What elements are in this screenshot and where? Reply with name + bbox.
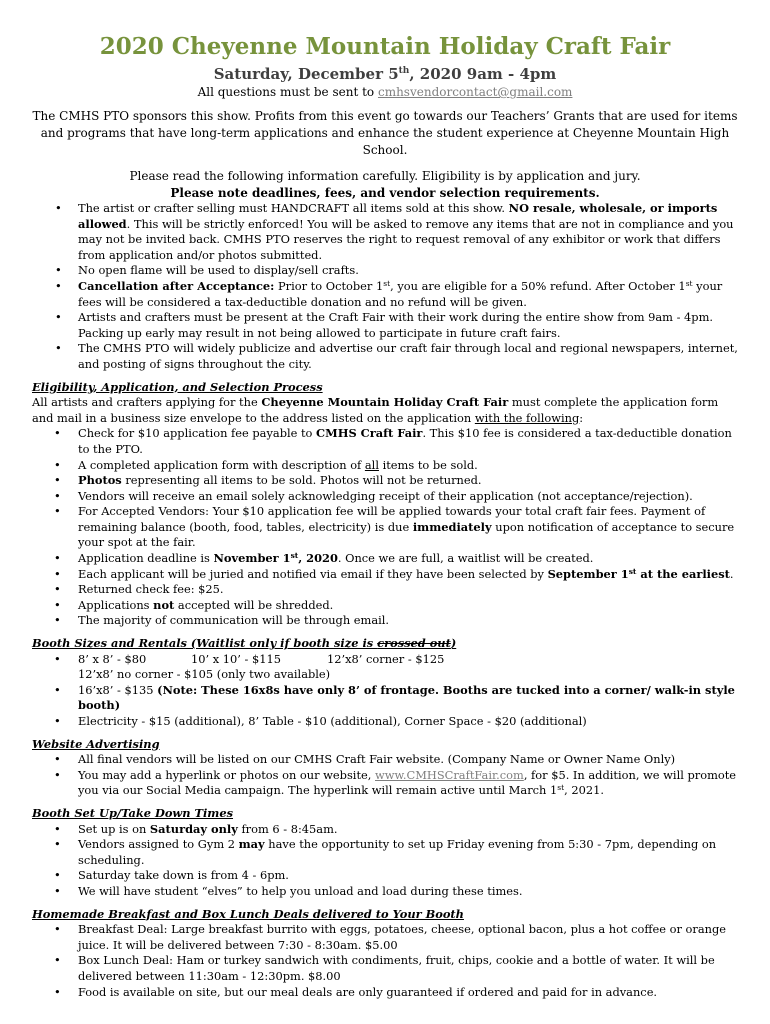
text-bold: may <box>238 837 265 852</box>
list-item <box>32 683 738 714</box>
intro-paragraph: The CMHS PTO sponsors this show. Profits from this event go towards our Teachers’ Grants that are used for items and programs that have long-term applications and enhance the student experience at Cheyenne Mountain High School. <box>32 109 738 157</box>
list-item: • Food is available on site, but our meal deals are only guaranteed if ordered and paid for in advance. <box>32 985 738 1001</box>
text-sup: st <box>290 551 299 561</box>
setup-heading: Booth Set Up/Take Down Times <box>32 805 234 820</box>
text: must complete the application form and mail in a business size envelope to the address listed on the application <box>32 395 719 425</box>
booth-heading <box>32 636 738 652</box>
text: accepted will be shredded. <box>174 597 334 612</box>
list-item <box>32 652 738 683</box>
list-item <box>32 504 738 551</box>
list-item <box>32 279 738 310</box>
text: items to be sold. <box>378 457 478 472</box>
text: Set up is on <box>78 821 150 836</box>
eligibility-heading: Eligibility, Application, and Selection Process <box>32 379 323 394</box>
text: A completed application form with description of <box>78 457 365 472</box>
contact-line <box>32 84 738 100</box>
rule-sup: st <box>383 278 391 288</box>
list-item <box>32 837 738 868</box>
list-item: • Saturday take down is from 4 - 6pm. <box>32 868 738 884</box>
rule-text: your fees will be considered a tax-deductible donation and no refund will be given. <box>78 278 723 309</box>
list-item: • Breakfast Deal: Large breakfast burrito with eggs, potatoes, cheese, optional bacon, plus a hot coffee or orange juice. It will be delivered between 7:30 - 8:30am. $5.00 <box>32 922 738 953</box>
list-item: • Vendors will receive an email solely acknowledging receipt of their application (not acceptance/rejection). <box>32 489 738 505</box>
event-date-time: , 2020 9am - 4pm <box>409 65 557 83</box>
notice-bold-text: Please note deadlines, fees, and vendor selection requirements. <box>170 186 600 200</box>
list-item: • We will have student “elves” to help you unload and load during these times. <box>32 884 738 900</box>
website-link[interactable]: www.CMHSCraftFair.com <box>375 767 524 782</box>
text: Each applicant will be juried and notified via email if they have been selected by <box>78 566 548 581</box>
text-bold: , 2020 <box>298 551 338 566</box>
list-item <box>32 567 738 583</box>
list-item: • Electricity - $15 (additional), 8’ Table - $10 (additional), Corner Space - $20 (additional) <box>32 714 738 730</box>
event-date <box>32 64 738 84</box>
website-list <box>32 752 738 799</box>
text: upon notification of acceptance to secure your spot at the fair. <box>78 519 735 550</box>
text-bold: Cheyenne Mountain Holiday Craft Fair <box>261 395 509 410</box>
text-bold: CMHS Craft Fair <box>316 426 423 441</box>
list-item: • The CMHS PTO will widely publicize and advertise our craft fair through local and regional newspapers, internet, and posting of signs throughout the city. <box>32 341 738 372</box>
list-item <box>32 768 738 799</box>
list-item: • The majority of communication will be through email. <box>32 613 738 629</box>
text-bold: November 1 <box>213 551 291 566</box>
website-heading: Website Advertising <box>32 736 160 751</box>
text: Applications <box>78 597 154 612</box>
text-bold: September 1 <box>547 566 629 581</box>
list-item: • No open flame will be used to display/sell crafts. <box>32 263 738 279</box>
booth-list <box>32 652 738 730</box>
booth-size: 10’ x 10’ - $115 <box>191 651 281 666</box>
list-item <box>32 201 738 263</box>
deadline-date <box>214 551 338 565</box>
rule-text: . This will be strictly enforced! You will be asked to remove any items that are not in compliance and you may not be invited back. CMHS PTO reserves the right to request removal of any exhibitor or work that differs from application and/or photos submitted. <box>78 216 734 262</box>
text: For Accepted Vendors: Your $10 application fee will be applied towards your total craft fair fees. Payment of remaining balance (booth, food, tables, electricity) is due <box>78 504 706 534</box>
food-section <box>32 907 738 1001</box>
booth-size: 16’x8’ - $135 <box>78 682 158 697</box>
rule-sup: st <box>685 278 693 288</box>
rule-text: The artist or crafter selling must HANDCRAFT all items sold at this show. <box>78 201 509 215</box>
text: Application deadline is <box>78 551 214 566</box>
list-item: • Box Lunch Deal: Ham or turkey sandwich with condiments, fruit, chips, cookie and a bottle of water. It will be delivered between 11:30am - 12:30pm. $8.00 <box>32 953 738 984</box>
text-bold: at the earliest <box>636 566 730 581</box>
list-item: • Returned check fee: $25. <box>32 582 738 598</box>
eligibility-intro <box>32 395 738 426</box>
contact-prefix: All questions must be sent to <box>197 85 378 99</box>
text: have the opportunity to set up Friday evening from 5:30 - 7pm, depending on scheduling. <box>78 837 717 867</box>
rule-text: Prior to October 1 <box>274 278 384 293</box>
text: . This $10 fee is considered a tax-deductible donation to the PTO. <box>78 426 732 456</box>
text-bold: not <box>153 597 175 612</box>
eligibility-list <box>32 426 738 629</box>
list-item <box>32 598 738 614</box>
rule-bold: NO resale, wholesale, or imports allowed <box>78 201 718 231</box>
list-item <box>32 473 738 489</box>
text: All artists and crafters applying for the <box>32 395 262 410</box>
text: representing all items to be sold. Photos will not be returned. <box>121 473 482 488</box>
list-item <box>32 551 738 567</box>
text-underline: with the following <box>474 410 580 425</box>
text: . Once we are full, a waitlist will be created. <box>337 551 594 566</box>
list-item <box>32 822 738 838</box>
list-item <box>32 458 738 474</box>
booth-note: (Note: These 16x8s have only 8’ of frontage. Booths are tucked into a corner/ walk-in style booth) <box>78 682 735 713</box>
text: , for $5. In addition, we will promote you via our Social Media campaign. The hyperlink will remain active until March 1 <box>78 767 737 798</box>
event-date-sup: th <box>398 66 410 76</box>
rules-list <box>32 201 738 373</box>
rule-bold: Cancellation after Acceptance: <box>78 278 275 293</box>
text: ) <box>450 636 457 651</box>
text: . <box>729 566 734 581</box>
setup-list <box>32 822 738 900</box>
list-item: • All final vendors will be listed on our CMHS Craft Fair website. (Company Name or Owner Name Only) <box>32 752 738 768</box>
text-underline: all <box>364 457 379 472</box>
food-list <box>32 922 738 1000</box>
text-bold: Photos <box>78 473 122 488</box>
text-bold: immediately <box>412 519 492 534</box>
booth-size: 12’x8’ no corner - $105 (only two available) <box>78 667 331 682</box>
text: Check for $10 application fee payable to <box>78 426 317 441</box>
booth-section <box>32 636 738 730</box>
booth-size: 8’ x 8’ - $80 <box>78 651 147 666</box>
text: Vendors assigned to Gym 2 <box>78 837 239 852</box>
list-item <box>32 426 738 457</box>
event-date-main: Saturday, December 5 <box>213 65 399 83</box>
text: You may add a hyperlink or photos on our website, <box>78 767 376 782</box>
text-sup: st <box>628 566 637 576</box>
notice-text: Please read the following information carefully. Eligibility is by application and jury. <box>129 169 641 183</box>
eligibility-section <box>32 380 738 630</box>
text-strike: crossed out <box>377 636 451 651</box>
list-item: • Artists and crafters must be present at the Craft Fair with their work during the entire show from 9am - 4pm. Packing up early may result in not being allowed to participate in future craft fairs. <box>32 310 738 341</box>
booth-size: 12’x8’ corner - $125 <box>327 651 445 666</box>
notify-date <box>548 567 730 581</box>
text: : <box>579 410 584 425</box>
page-title: 2020 Cheyenne Mountain Holiday Craft Fair <box>99 33 671 60</box>
website-section <box>32 737 738 799</box>
contact-email-link[interactable]: cmhsvendorcontact@gmail.com <box>377 85 573 99</box>
food-heading: Homemade Breakfast and Box Lunch Deals delivered to Your Booth <box>32 906 464 921</box>
text: , 2021. <box>564 783 604 798</box>
text-sup: st <box>557 783 565 793</box>
setup-section <box>32 806 738 900</box>
rule-text: , you are eligible for a 50% refund. After October 1 <box>390 278 686 293</box>
text-bold: Saturday only <box>149 821 238 836</box>
text: Booth Sizes and Rentals (Waitlist only if booth size is <box>32 636 378 651</box>
text: from 6 - 8:45am. <box>237 821 338 836</box>
